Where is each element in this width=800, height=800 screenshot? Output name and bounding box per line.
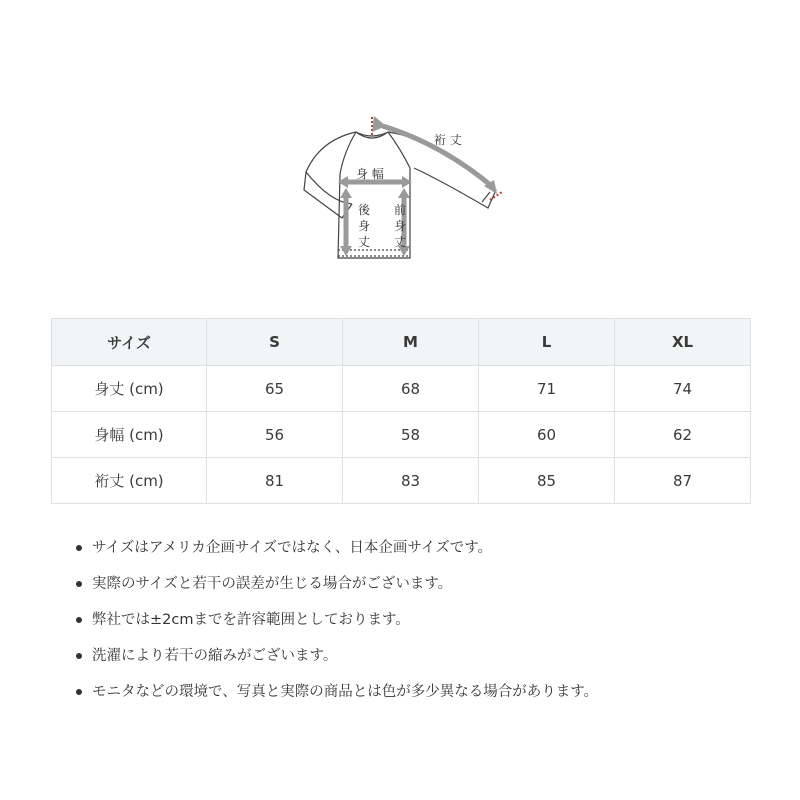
garment-measurement-diagram xyxy=(300,112,520,267)
table-cell: 83 xyxy=(343,458,479,504)
table-cell: 85 xyxy=(479,458,615,504)
header-s: S xyxy=(207,319,343,366)
list-item xyxy=(72,566,772,602)
back-length-label-2: 身 xyxy=(358,219,371,233)
bullet-icon xyxy=(76,689,82,695)
table-cell: 68 xyxy=(343,366,479,412)
note-text: 実際のサイズと若干の誤差が生じる場合がございます。 xyxy=(92,576,453,592)
front-length-label-1: 前 xyxy=(394,203,407,217)
size-table xyxy=(51,318,751,504)
back-length-label-1: 後 xyxy=(358,203,371,217)
header-l: L xyxy=(479,319,615,366)
row-label: 身幅 (cm) xyxy=(52,412,207,458)
bullet-icon xyxy=(76,545,82,551)
bullet-icon xyxy=(76,617,82,623)
table-cell: 71 xyxy=(479,366,615,412)
note-text: モニタなどの環境で、写真と実際の商品とは色が多少異なる場合があります。 xyxy=(92,684,599,700)
back-length-label-3: 丈 xyxy=(358,235,371,249)
front-length-label-2: 身 xyxy=(394,219,407,233)
table-row xyxy=(52,458,751,504)
sleeve-length-label: 裄 丈 xyxy=(434,133,462,147)
list-item xyxy=(72,674,772,710)
bullet-icon xyxy=(76,581,82,587)
row-label: 身丈 (cm) xyxy=(52,366,207,412)
table-cell: 74 xyxy=(615,366,751,412)
front-length-label-3: 丈 xyxy=(394,235,407,249)
table-cell: 62 xyxy=(615,412,751,458)
list-item xyxy=(72,602,772,638)
table-row xyxy=(52,412,751,458)
table-cell: 65 xyxy=(207,366,343,412)
bullet-icon xyxy=(76,653,82,659)
note-text: サイズはアメリカ企画サイズではなく、日本企画サイズです。 xyxy=(92,540,493,556)
table-row xyxy=(52,366,751,412)
note-text: 弊社では±2cmまでを許容範囲としております。 xyxy=(92,612,410,628)
row-label: 裄丈 (cm) xyxy=(52,458,207,504)
header-xl: XL xyxy=(615,319,751,366)
table-cell: 60 xyxy=(479,412,615,458)
table-cell: 81 xyxy=(207,458,343,504)
table-cell: 58 xyxy=(343,412,479,458)
table-cell: 56 xyxy=(207,412,343,458)
header-size: サイズ xyxy=(52,319,207,366)
table-header-row xyxy=(52,319,751,366)
header-m: M xyxy=(343,319,479,366)
note-text: 洗濯により若干の縮みがございます。 xyxy=(92,648,338,664)
table-cell: 87 xyxy=(615,458,751,504)
notes-list xyxy=(72,530,772,710)
body-width-label: 身 幅 xyxy=(356,167,384,181)
list-item xyxy=(72,530,772,566)
list-item xyxy=(72,638,772,674)
